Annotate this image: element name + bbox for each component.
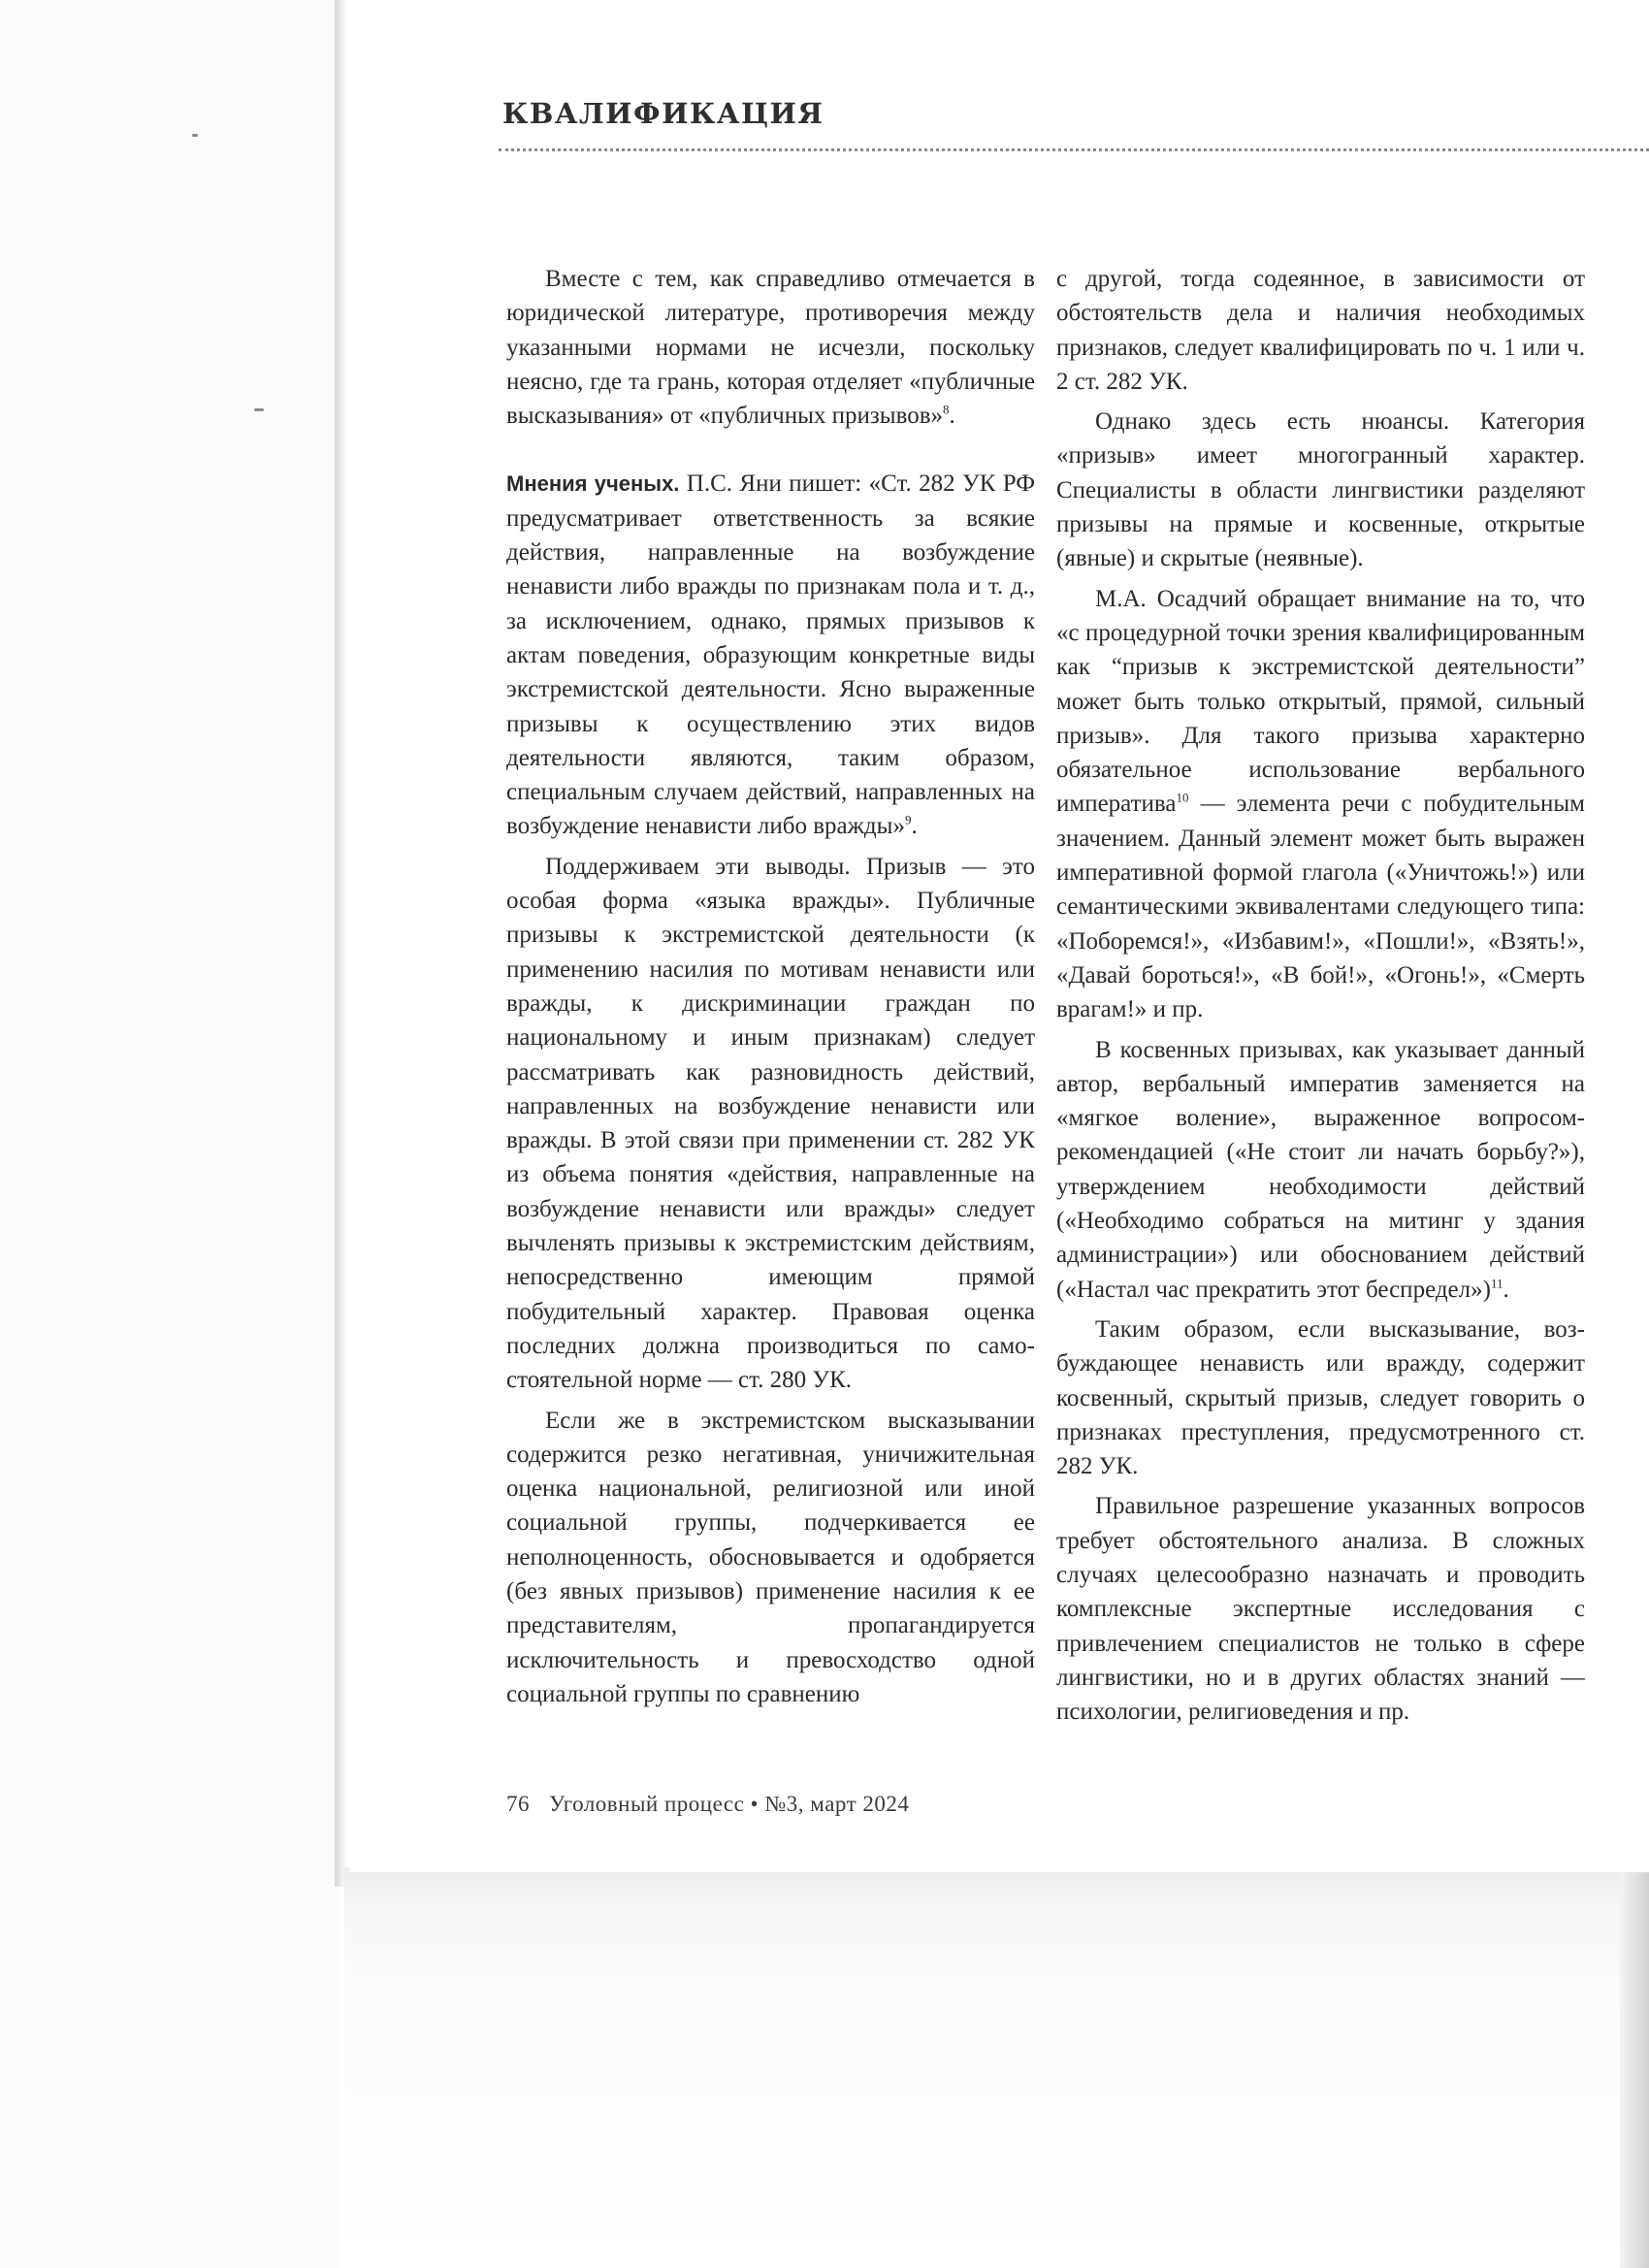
section-title: КВАЛИФИКАЦИЯ — [502, 97, 824, 130]
scan-speck — [254, 408, 264, 411]
footnote-ref[interactable]: 11 — [1490, 1276, 1504, 1291]
text-column-left — [506, 262, 1035, 1711]
footnote-ref[interactable]: 8 — [943, 402, 950, 417]
paragraph-lead: Мнения ученых. — [506, 471, 680, 497]
paragraph: с другой, тогда содеянное, в зависимости от обстоятельств дела и наличия необходимых признаков, следует квалифицировать по ч. 1 или ч. 2 ст. 282 УК. — [1056, 266, 1585, 395]
paragraph: Мнения ученых. П.С. Яни пишет: «Ст. 282 УК РФ предусматривает ответственность за всякие действия, направленные на возбуждение ненависти либо вражды по признакам пола и т. д., за исключением, однако, прямых призывов к актам поведения, образующим конкретные виды экстремистской деятельности. Ясно выраженные призывы к осуществлению этих видов деятельности являются, таким образом, специальным случаем действий, направленных на возбуждение ненависти либо вражды»$^9$. — [506, 470, 1035, 840]
dotted-rule — [499, 148, 1649, 151]
page-footer — [506, 1792, 909, 1817]
paragraph: Поддерживаем эти выводы. Призыв — это особая форма «языка вражды». Публичные призывы к экстремистской деятельности (к применению насилия по мотивам ненависти или вражды, к дискриминации граждан по национальному и иным признакам) следует рассматривать как разновидность действий, направленных на возбуждение ненависти или вражды. В этой связи при применении ст. 282 УК из объема понятия «действия, направленные на возбуждение ненависти или вражды» следует вычленять призывы к экстремистским действиям, непосредственно имеющим прямой побудительный характер. Правовая оценка последних должна производиться по самостоятельной норме — ст. 280 УК. — [506, 853, 1035, 1394]
paragraph: В косвенных призывах, как указывает данный автор, вербальный императив заменяется на «мягкое воление», выраженное вопросом-рекомендацией («Не стоит ли начать борьбу?»), утверждением необходимости действий («Необходимо собраться на митинг у здания администрации») или обоснованием действий («Настал час прекратить этот беспредел»)$^{11}$. — [1056, 1036, 1585, 1303]
page-edge-shadow — [335, 0, 348, 1887]
paragraph: Вместе с тем, как справедливо отмечается в юридической литературе, противоречия между указанными нормами не исчезли, поскольку неясно, где та грань, которая отделяет «публичные высказывания» от «публичных призывов»$^8$. — [506, 266, 1035, 430]
scan-margin — [0, 0, 340, 2268]
text-column-right — [1056, 262, 1585, 1729]
paragraph: Таким образом, если высказывание, возбуждающее ненависть или вражду, содержит косвенный, скрытый призыв, следует говорить о признаках преступления, предусмотренного ст. 282 УК. — [1056, 1315, 1585, 1480]
page-number: 76 — [506, 1792, 530, 1816]
page-bottom-shadow — [344, 1867, 1649, 2268]
page-right-shadow — [1620, 1843, 1649, 2268]
footnote-ref[interactable]: 10 — [1176, 791, 1189, 806]
scan-speck — [192, 134, 198, 137]
journal-name: Уголовный процесс • №3, март 2024 — [549, 1792, 910, 1816]
footnote-ref[interactable]: 9 — [904, 813, 912, 828]
paragraph: М.А. Осадчий обращает внимание на то, что «с процедурной точки зрения квалифицированным как “призыв к экстремистской деятельности” может быть только открытый, прямой, сильный призыв». Для такого призыва характерно обязательное использование вербального императива$^{10}$ — элемента речи с побудительным значением. Данный элемент может быть выражен императивной формой глагола («Уничтожь!») или семантическими эквивалентами следующего типа: «Поборемся!», «Избавим!», «Пошли!», «Взять!», «Давай бороться!», «В бой!», «Огонь!», «Смерть врагам!» и пр. — [1056, 585, 1585, 1023]
paragraph: Правильное разрешение указанных вопросов требует обстоятельного анализа. В сложных случаях целесообразно назначать и проводить комплексные экспертные исследования с привлечением специалистов не только в сфере лингвистики, но и в других областях знаний — психологии, религиоведения и пр. — [1056, 1493, 1585, 1726]
paragraph: Однако здесь есть нюансы. Категория «призыв» имеет многогранный характер. Специалисты в области лингвистики разделяют призывы на прямые и косвенные, открытые (явные) и скрытые (неявные). — [1056, 408, 1585, 572]
paragraph: Если же в экстремистском высказывании содержится резко негативная, уничижительная оценка национальной, религиозной или иной социальной группы, подчеркивается ее неполноценность, обосновывается и одобряется (без явных призывов) применение насилия к ее представителям, пропагандируется исключительность и превосходство одной социальной группы по сравнению — [506, 1407, 1035, 1707]
